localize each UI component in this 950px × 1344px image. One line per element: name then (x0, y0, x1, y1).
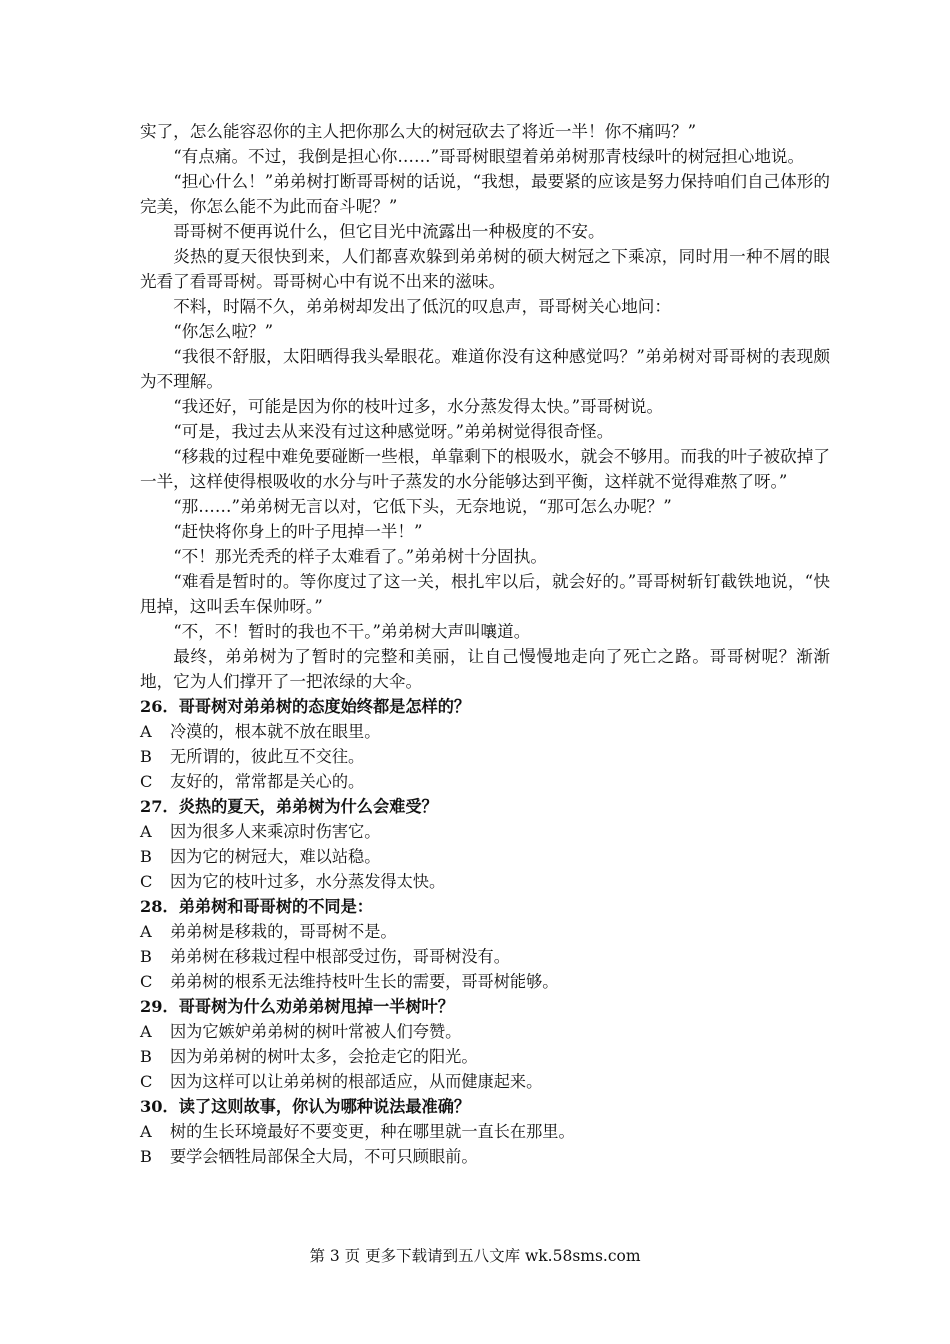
option-letter: A (140, 822, 152, 841)
answer-option (140, 719, 830, 744)
option-letter: B (140, 847, 152, 866)
option-letter: A (140, 1022, 152, 1041)
passage-paragraph: 实了，怎么能容忍你的主人把你那么大的树冠砍去了将近一半！你不痛吗？” (140, 122, 697, 141)
passage-paragraph: “移栽的过程中难免要碰断一些根，单靠剩下的根吸水，就会不够用。而我的叶子被砍掉了一半，这样使得根吸收的水分与叶子蒸发的水分能够达到平衡，这样就不觉得难熬了呀。” (140, 447, 830, 491)
option-letter: A (140, 722, 152, 741)
passage-paragraph: “我很不舒服，太阳晒得我头晕眼花。难道你没有这种感觉吗？”弟弟树对哥哥树的表现颇为不理解。 (140, 347, 830, 391)
option-text: 因为这样可以让弟弟树的根部适应，从而健康起来。 (170, 1072, 543, 1091)
option-text: 树的生长环境最好不要变更，种在哪里就一直长在那里。 (170, 1122, 575, 1141)
option-letter: C (140, 972, 153, 991)
answer-option (140, 769, 830, 794)
option-letter: B (140, 747, 152, 766)
question-title: 30．读了这则故事，你认为哪种说法最准确？ (140, 1097, 471, 1116)
option-text: 弟弟树的根系无法维持枝叶生长的需要，哥哥树能够。 (170, 972, 559, 991)
question-title: 27．炎热的夏天，弟弟树为什么会难受？ (140, 797, 438, 816)
option-text: 弟弟树在移栽过程中根部受过伤，哥哥树没有。 (170, 947, 510, 966)
page-footer: 第 3 页 更多下载请到五八文库 wk.58sms.com (309, 1247, 641, 1265)
passage-paragraph: “不，不！暂时的我也不干。”弟弟树大声叫嚷道。 (173, 622, 531, 641)
option-letter: A (140, 1122, 152, 1141)
passage-paragraph: “可是，我过去从来没有过这种感觉呀。”弟弟树觉得很奇怪。 (173, 422, 614, 441)
passage-paragraph: 炎热的夏天很快到来，人们都喜欢躲到弟弟树的硕大树冠之下乘凉，同时用一种不屑的眼光看了看哥哥树。哥哥树心中有说不出来的滋味。 (140, 247, 830, 291)
answer-option (140, 819, 830, 844)
option-letter: C (140, 1072, 153, 1091)
answer-option (140, 944, 830, 969)
answer-option (140, 1144, 830, 1169)
option-text: 友好的，常常都是关心的。 (170, 772, 365, 791)
question-block (140, 994, 830, 1094)
passage-paragraph: 哥哥树不便再说什么，但它目光中流露出一种极度的不安。 (173, 222, 605, 241)
answer-option (140, 969, 830, 994)
option-letter: B (140, 1047, 152, 1066)
passage-paragraph: “担心什么！”弟弟树打断哥哥树的话说，“我想，最要紧的应该是努力保持咱们自己体形的完美，你怎么能不为此而奋斗呢？” (140, 172, 830, 216)
passage-paragraph: “那……”弟弟树无言以对，它低下头，无奈地说，“那可怎么办呢？” (173, 497, 672, 516)
answer-option (140, 869, 830, 894)
passage-paragraph: 最终，弟弟树为了暂时的完整和美丽，让自己慢慢地走向了死亡之路。哥哥树呢？渐渐地，它为人们撑开了一把浓绿的大伞。 (140, 647, 830, 691)
answer-option (140, 919, 830, 944)
question-block (140, 1094, 830, 1169)
option-text: 因为它嫉妒弟弟树的树叶常被人们夸赞。 (170, 1022, 462, 1041)
answer-option (140, 1069, 830, 1094)
option-letter: C (140, 772, 153, 791)
passage-paragraph: “不！那光秃秃的样子太难看了。”弟弟树十分固执。 (173, 547, 547, 566)
question-block (140, 794, 830, 894)
question-title: 28．弟弟树和哥哥树的不同是： (140, 897, 373, 916)
option-text: 因为很多人来乘凉时伤害它。 (170, 822, 381, 841)
question-title: 29．哥哥树为什么劝弟弟树甩掉一半树叶？ (140, 997, 454, 1016)
question-title: 26．哥哥树对弟弟树的态度始终都是怎样的？ (140, 697, 471, 716)
option-text: 弟弟树是移栽的，哥哥树不是。 (170, 922, 397, 941)
option-letter: C (140, 872, 153, 891)
page-content (140, 119, 830, 1169)
option-letter: B (140, 1147, 152, 1166)
question-section (140, 694, 830, 1169)
passage-paragraph: “难看是暂时的。等你度过了这一关，根扎牢以后，就会好的。”哥哥树斩钉截铁地说，“快甩掉，这叫丢车保帅呀。” (140, 572, 830, 616)
option-letter: A (140, 922, 152, 941)
passage-paragraph: 不料，时隔不久，弟弟树却发出了低沉的叹息声，哥哥树关心地问： (173, 297, 671, 316)
question-block (140, 894, 830, 994)
option-text: 因为它的树冠大，难以站稳。 (170, 847, 381, 866)
option-text: 要学会牺牲局部保全大局，不可只顾眼前。 (170, 1147, 478, 1166)
option-text: 无所谓的，彼此互不交往。 (170, 747, 365, 766)
passage-paragraph: “赶快将你身上的叶子甩掉一半！” (173, 522, 423, 541)
option-letter: B (140, 947, 152, 966)
story-passage (140, 119, 830, 694)
question-block (140, 694, 830, 794)
passage-paragraph: “我还好，可能是因为你的枝叶过多，水分蒸发得太快。”哥哥树说。 (173, 397, 664, 416)
option-text: 因为它的枝叶过多，水分蒸发得太快。 (170, 872, 446, 891)
passage-paragraph: “你怎么啦？” (173, 322, 274, 341)
answer-option (140, 1119, 830, 1144)
answer-option (140, 1019, 830, 1044)
option-text: 因为弟弟树的树叶太多，会抢走它的阳光。 (170, 1047, 478, 1066)
passage-paragraph: “有点痛。不过，我倒是担心你……”哥哥树眼望着弟弟树那青枝绿叶的树冠担心地说。 (173, 147, 805, 166)
answer-option (140, 744, 830, 769)
answer-option (140, 1044, 830, 1069)
option-text: 冷漠的，根本就不放在眼里。 (170, 722, 381, 741)
answer-option (140, 844, 830, 869)
